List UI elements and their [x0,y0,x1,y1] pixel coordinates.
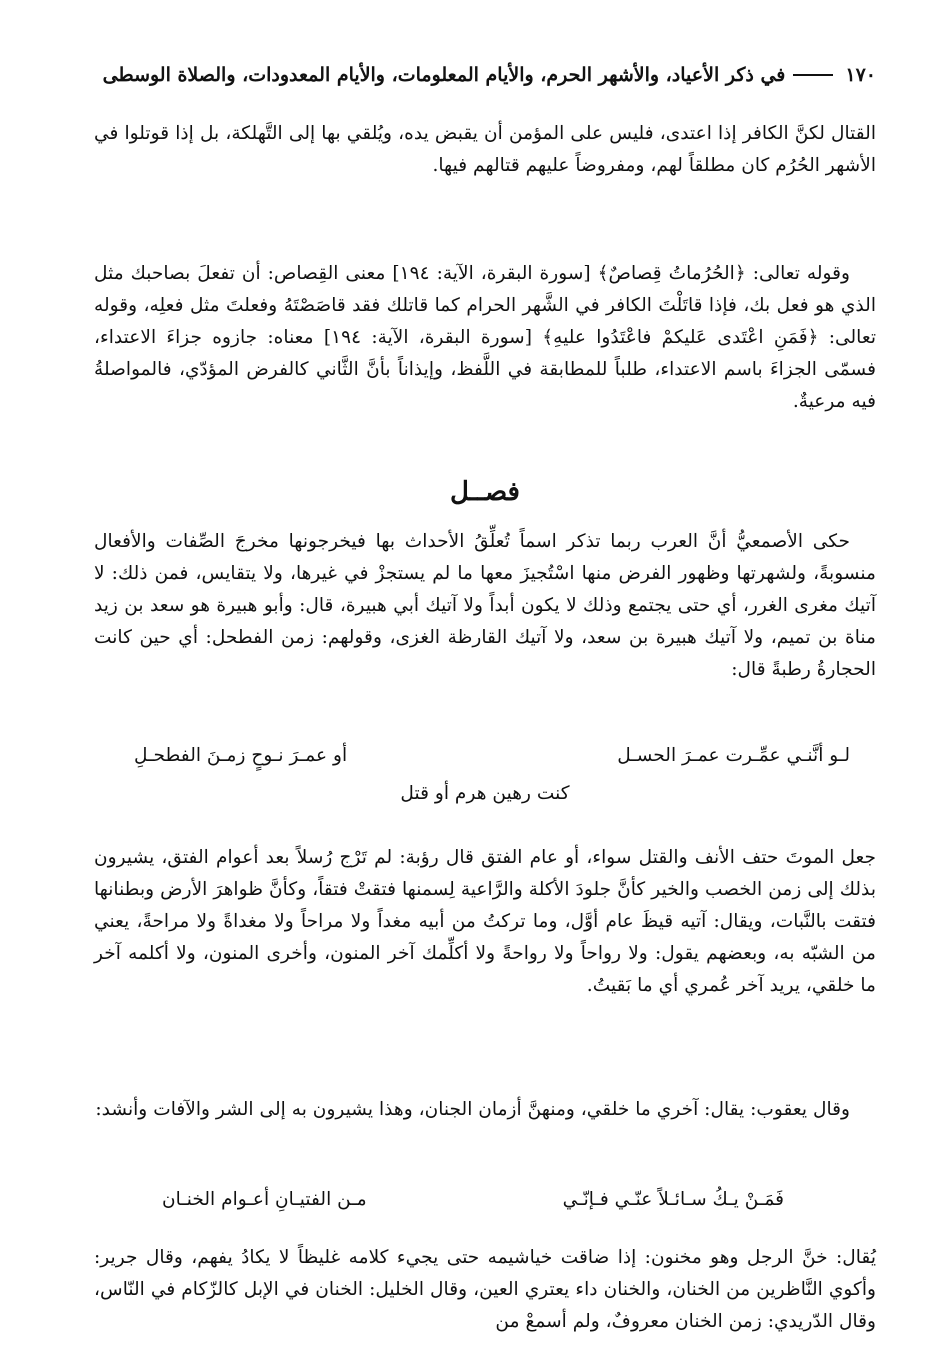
verse-2 [94,1184,876,1216]
header-dash [793,74,833,76]
paragraph-6: يُقال: خنَّ الرجل وهو مخنون: إذا ضاقت خياشيمه حتى يجيء كلامه غليظاً لا يكادُ يفهم، وقال جرير: وأكوي النَّاظرين من الخنان، والخنان داء يعتري العين، وقال الخليل: الخنان في الإبل كالزّكام في النّاس، وقال الدّريدي: زمن الخنان معروفٌ، ولم أسمعْ من [94,1247,876,1332]
book-page [94,52,876,1332]
section-title: فصــل [450,477,520,507]
running-header [94,58,876,92]
paragraph-2: وقوله تعالى: ﴿الحُرُماتُ قِصاصٌ﴾ [سورة البقرة، الآية: ١٩٤] معنى القِصاص: أن تفعلَ بصاحبك مثل الذي هو فعل بك، فإذا قاتَلْتَ الكافر في الشَّهر الحرام كما قاتلك فقد قاصَصْتَهُ وفعلتَ مثل فعلِه، وقوله تعالى: ﴿فَمَنِ اعْتَدى عَليكمْ فاعْتَدُوا عليهِ﴾ [سورة البقرة، الآية: ١٩٤] معناه: جازوه جزاءَ الاعتداء، فسمّى الجزاءَ باسم الاعتداء، طلباً للمطابقة في اللَّفظ، وإيذاناً بأنَّ الثَّاني كالفرض المؤدّي، فالمواصلةُ فيه مرعيةٌ. [94,263,876,412]
page-number: ١٧٠ [845,64,876,86]
verse-1-tail: كنت رهين هرم أو قتل [400,783,570,804]
verse-2-second-hemistich: مـن الفتيـانِ أعـوام الخنـان [162,1189,367,1210]
verse-1-first-hemistich: لـو أنَّنـي عمِّـرت عمـرَ الحسـل [617,745,850,766]
paragraph-5: وقال يعقوب: يقال: آخري ما خلقي، ومنهنَّ أزمان الجنان، وهذا يشيرون به إلى الشر والآفات وأنشد: [95,1099,850,1120]
running-title: في ذكر الأعياد، والأشهر الحرم، والأيام المعلومات، والأيام المعدودات، والصلاة الوسطى [102,64,786,86]
verse-2-first-hemistich: فَمَـنْ يـكُ سـائـلاً عنّـي فـإنّـي [562,1189,784,1210]
paragraph-3: حكى الأصمعيُّ أنَّ العرب ربما تذكر اسماً تُعلِّقُ الأحداث بها فيخرجونها مخرجَ الصِّفات والأفعال منسوبةً، ولشهرتها وظهور الفرض منها اسْتُجيزَ معها ما لم يستجزْ في غيرها، ولا يتقايس، فمن ذلك: لا آتيك مغرى الغرر، أي حتى يجتمع وذلك لا يكون أبداً ولا آتيك أبي هبيرة، قال: وأبو هبيرة هو سعد بن زيد مناة بن تميم، ولا آتيك هبيرة بن سعد، ولا آتيك القارظة الغزى، وقولهم: زمن الفطحل: أي حين كانت الحجارةُ رطبةً قال: [94,531,876,680]
verse-1 [94,740,876,772]
verse-1-second-hemistich: أو عمـرَ نـوحٍ زمـنَ الفطحـلِ [134,745,348,766]
paragraph-1: القتال لكنَّ الكافر إذا اعتدى، فليس على المؤمن أن يقبض يده، ويُلقي بها إلى التَّهلكة، بل إذا قوتلوا في الأشهر الحُرُم كان مطلقاً لهم، ومفروضاً عليهم قتالهم فيها. [94,123,876,176]
paragraph-4: جعل الموتَ حتف الأنف والقتل سواء، أو عام الفتق قال رؤبة: لم تَرْج رُسلاً بعد أعوام الفتق، يشيرون بذلك إلى زمن الخصب والخير كأنَّ جلودَ الأكلة والرَّاعية لِسمنها فتقتْ فتقاً، وكأنَّ ظواهرَ الأرض وبطنانها فتقت بالنَّبات، ويقال: آتيه قيظَ عام أوَّل، وما تركتُ من أبيه مغداً ولا مراحاً ولا مغداةً ولا مراحةً، يعني من الشبّه به، وبعضهم يقول: ولا رواحاً ولا رواحةً ولا أكلِّمك آخر المنون، وأخرى المنون، ولا أكلمه آخر ما خلقي، يريد آخر عُمري أي ما بَقيتُ. [94,847,876,996]
